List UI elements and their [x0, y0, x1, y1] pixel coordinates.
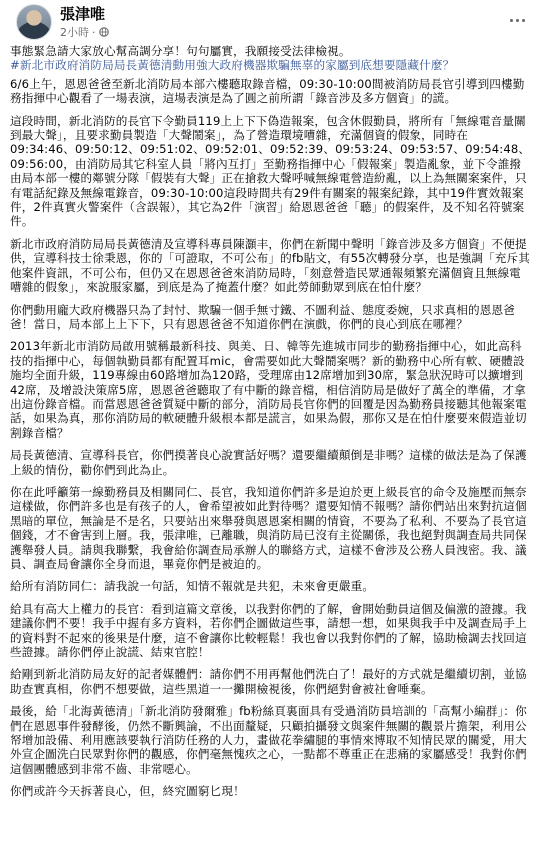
paragraph-4: 新北市政府消防局局長黃德清及宣導科專員陳灝丰，你們在新聞中聲明「錄音涉及多方個資」不便提供，宣導科技士徐秉恩，你的「可證取，不可公布」的fb貼文，有55次轉發分享，也是強調「充斥其他案件資訊，不可公布，但仍又在恩恩爸爸來消防局時，「刻意營造民眾通報頻繁充滿個資且無線電嘈雜的假象」，來說服家屬，到底是為了掩蓋什麼？如此勞師動眾到底在怕什麼？ — [10, 236, 531, 295]
paragraph-2: 6/6上午，恩恩爸爸至新北消防局本部六樓聽取錄音檔，09:30-10:00間被消防局長官引導到四樓勤務指揮中心觀看了一場表演，這場表演是為了圓之前所謂「錄音涉及多方個資」的謊。 — [10, 76, 525, 106]
post-time[interactable]: 2小時 — [60, 26, 89, 39]
paragraph-10: 給具有高大上權力的長官：看到這篇文章後，以我對你們的了解，會開始動員這個及偏激的證據。我建議你們不要！我手中握有多方資料，若你們企圖做這些事，請想一想，如果與我手中及調查局手上的資料對不起來的後果是什麼，這不會讓你比較輕鬆！我也會以我對你們的了解，協助檢調去找回這些證據。請你們停止說謊、結束官腔！ — [10, 601, 527, 660]
globe-icon — [99, 27, 109, 37]
post-meta — [60, 24, 109, 40]
more-options-icon[interactable] — [506, 10, 528, 30]
paragraph-5: 你們動用龐大政府機器只為了封忖、欺騙一個手無寸鐵、不圖利益、態度委婉，只求真相的恩恩爸爸！當日，局本部上上下下，只有恩恩爸爸不知道你們在演戲，你們的良心到底在哪裡？ — [10, 302, 515, 331]
hashtag-link[interactable]: #新北市政府消防局局長黃德清動用強大政府機器欺騙無辜的家屬到底想要隱藏什麼？ — [10, 58, 455, 73]
paragraph-13: 你們或許今天拆著良心，但，終究圖窮匕現！ — [10, 784, 245, 799]
author-avatar[interactable] — [16, 4, 52, 40]
paragraph-6: 2013年新北市消防局啟用號稱最新科技、與美、日、韓等先進城市同步的勤務指揮中心，如此高科技的指揮中心，每個執勤員都有配置耳mic，會需要如此大聲鬧案嗎？新的勤務中心所有軟、硬體設施均全面升級，119專線由60路增加為120路，受理席由12席增加到30席，緊急狀況時可以擴增到42席，及增設決策席5席，恩恩爸爸聽取了有中斷的錄音檔，相信消防局是做好了萬全的準備，才拿出這份錄音檔。而當恩恩爸爸質疑中斷的部分，消防局長官你們的回覆是因為勤務員接聽其他報案電話，如果為真，那你消防局的軟硬體升級根本都是謊言，如果為假，那你又是在怕什麼要來假造並切割錄音檔？ — [10, 339, 527, 440]
paragraph-8: 你在此呼籲第一線勤務員及相關同仁、長官，我知道你們許多是迫於更上級長官的命令及施壓而無奈這樣做，你們許多也是有孩子的人，會希望被如此對待嗎？還要知情不報嗎？請你們站出來對抗這個黑暗的單位，無論是不是名，只要站出來舉發與恩恩案相關的情資，不要為了私利、不要為了長官這個錢，才不會害到上層。我，張津唯，已離職，與消防局已沒有主從關係，我也絕對與調查局共同保護舉發人員。請與我聯繫，我會給你調查局承辦人的聯絡方式，這樣不會涉及公務人員洩密。我、議員、調查局會讓你全身而退，畢竟你們是被迫的。 — [10, 484, 527, 571]
author-name[interactable]: 張津唯 — [60, 5, 106, 23]
paragraph-intro — [10, 44, 532, 73]
paragraph-12: 最後，給「北海黃德清」「新北消防發爾雅」fb粉絲頁裏面具有受過消防員培訓的「高幫小編群」：你們在恩恩事件發酵後，仍然不斷興論，不出面釐疑，只顧拍攝發文與案件無關的觀景片擔架，利用公帑增加設備、利用應該要執行消防任務的人力，畫做花拳繡腿的事情來博取不知情民眾的關愛，用大外宣企圖洗白民眾對你們的觀感，你們毫無愧疚之心，一點都不尊重正在悲痛的家屬感受！我對你們這個團體感到非常不齒、非常噁心。 — [10, 704, 527, 776]
meta-separator: · — [92, 25, 96, 39]
intro-text: 事態緊急請大家放心幫高調分享！句句屬實，我願接受法律檢視。 — [10, 44, 351, 58]
post-header — [8, 0, 534, 44]
paragraph-9: 給所有消防同仁：請我說一句話，知情不報就是共犯，未來會更嚴重。 — [10, 579, 375, 594]
paragraph-11: 給剛到新北消防局友好的記者媒體們：請你們不用再幫他們洗白了！最好的方式就是繼續切割，並協助查實真相，你們不想要做，這些黑道一一攤開檢視後，你們絕對會被社會唾棄。 — [10, 667, 527, 696]
paragraph-3: 這段時間，新北消防的長官下令勤員119上上下下偽造報案，包含休假勤員，將所有「無線電音量關到最大聲」，且要求勤員製造「大聲鬧案」，為了營造環境嘈雜，充滿個資的假象，同時在09:34:46、09:50:12、09:51:02、09:52:01、09:52:39、09:53:24、09:53:57、09:54:48、09:56:00，由消防局其它科室人員「將內互打」至勤務指揮中心「假報案」製造亂象，並下令誰撥由局本部一樓的鄰號分隊「假裝有大聲」正在搶救大聲呼喊無線電營造紛亂，以上為無關案案件，只有電話紀錄及無線電錄音，09:30-10:00這段時間共有29件有關案的報案紀錄，其中19件實效報案件，2件真實火警案件（含誤報），其它為2件「演習」給恩恩爸爸「聽」的假案件，及不知名符號案件。 — [10, 113, 531, 229]
post-body — [8, 44, 534, 799]
paragraph-7: 局長黃德清、宣導科長官，你們摸著良心說實話好嗎？還要繼續顛倒是非嗎？這樣的做法是為了保護上級的情份，勸你們到此為止。 — [10, 448, 527, 477]
